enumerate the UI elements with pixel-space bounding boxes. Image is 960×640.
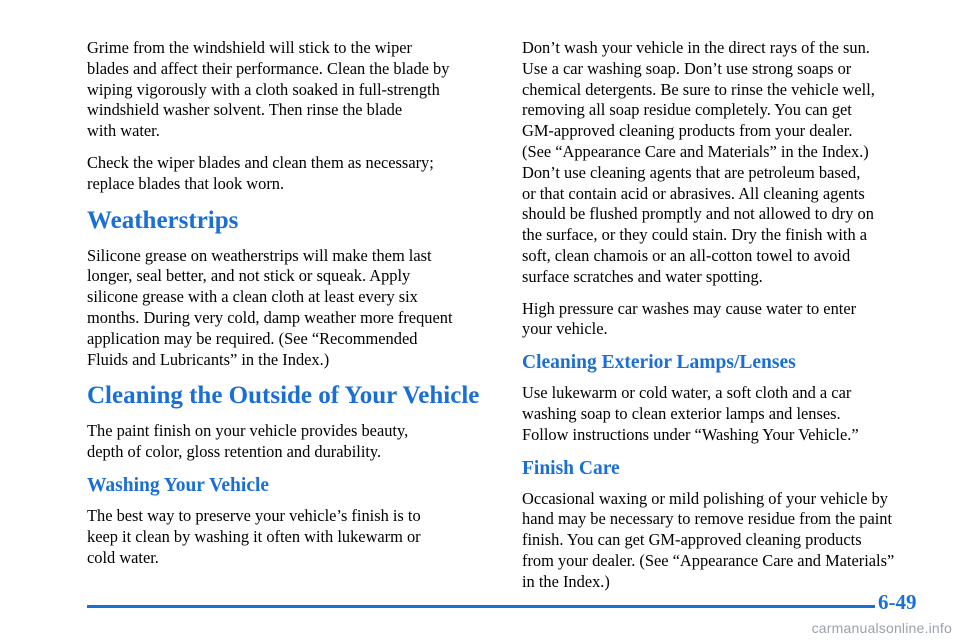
washing-instructions-paragraph: Don’t wash your vehicle in the direct rays of the sun. Use a car washing soap. Don’t use strong soaps or chemical detergents. Be sure to rinse the vehicle well, removing all soap residue completely. You can get GM‐approved cleaning products from your dealer. (See “Appearance Care and Materials” in the Index.) Don’t use cleaning agents that are petroleum based, or that contain acid or abrasives. All cleaning agents should be flushed promptly and not allowed to dry on the surface, or they could stain. Dry the finish with a soft, clean chamois or an all‐cotton towel to avoid surface scratches and water spotting. [522, 38, 875, 286]
finish-care-paragraph: Occasional waxing or mild polishing of your vehicle by hand may be necessary to remove residue from the paint finish. You can get GM‐approved cleaning products from your dealer. (See “Appearance Care and Materials” in the Index.) [522, 488, 895, 591]
page-number: 6-49 [878, 590, 917, 614]
washing-vehicle-heading: Washing Your Vehicle [87, 474, 270, 496]
watermark: carmanualsonline.info [811, 620, 952, 636]
left-column [87, 38, 487, 579]
paint-finish-paragraph: The paint finish on your vehicle provides beauty, depth of color, gloss retention and durability. [87, 421, 409, 462]
wiper-grime-paragraph: Grime from the windshield will stick to the wiper blades and affect their performance. Clean the blade by wiping vigorously with a cloth soaked in full‐strength windshield washer solvent. Then rinse the blade with water. [87, 38, 450, 141]
cleaning-outside-heading: Cleaning the Outside of Your Vehicle [87, 382, 480, 410]
wiper-check-paragraph: Check the wiper blades and clean them as necessary; replace blades that look worn. [87, 152, 434, 193]
right-column [522, 38, 932, 604]
high-pressure-paragraph: High pressure car washes may cause water to enter your vehicle. [522, 298, 857, 339]
exterior-lamps-heading: Cleaning Exterior Lamps/Lenses [522, 352, 796, 374]
weatherstrips-heading: Weatherstrips [87, 206, 239, 234]
exterior-lamps-paragraph: Use lukewarm or cold water, a soft cloth and a car washing soap to clean exterior lamps and lenses. Follow instructions under “Washing Your Vehicle.” [522, 383, 859, 444]
footer-rule [87, 605, 875, 608]
finish-care-heading: Finish Care [522, 457, 620, 479]
washing-vehicle-paragraph: The best way to preserve your vehicle’s finish is to keep it clean by washing it often with lukewarm or cold water. [87, 505, 421, 567]
weatherstrips-paragraph: Silicone grease on weatherstrips will make them last longer, seal better, and not stick or squeak. Apply silicone grease with a clean cloth at least every six months. During very cold, damp weather more frequent application may be required. (See “Recommended Fluids and Lubricants” in the Index.) [87, 245, 453, 369]
